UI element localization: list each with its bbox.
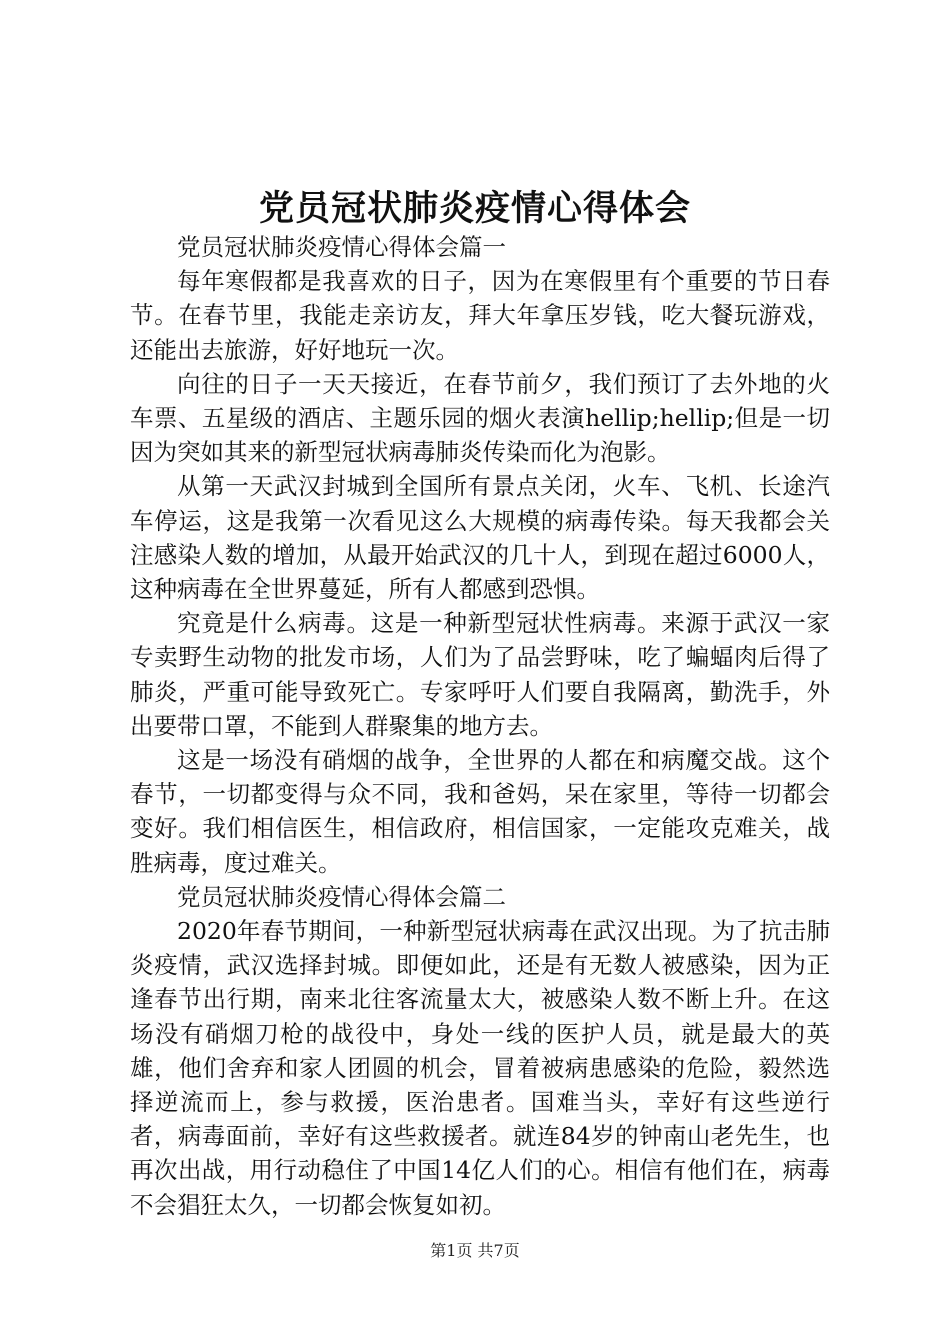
paragraph: 向往的日子一天天接近，在春节前夕，我们预订了去外地的火车票、五星级的酒店、主题乐园的烟火表演hellip;hellip;但是一切因为突如其来的新型冠状病毒肺炎传染而化为泡影。 [130, 369, 830, 467]
paragraph: 每年寒假都是我喜欢的日子，因为在寒假里有个重要的节日春节。在春节里，我能走亲访友，拜大年拿压岁钱，吃大餐玩游戏，还能出去旅游，好好地玩一次。 [130, 267, 830, 364]
page-number-footer: 第1页 共7页 [430, 1241, 520, 1260]
paragraph: 究竟是什么病毒。这是一种新型冠状性病毒。来源于武汉一家专卖野生动物的批发市场，人们为了品尝野味，吃了蝙蝠肉后得了肺炎，严重可能导致死亡。专家呼吁人们要自我隔离，勤洗手，外出要带口罩，不能到人群聚集的地方去。 [130, 609, 830, 740]
paragraph: 2020年春节期间，一种新型冠状病毒在武汉出现。为了抗击肺炎疫情，武汉选择封城。即便如此，还是有无数人被感染，因为正逢春节出行期，南来北往客流量太大，被感染人数不断上升。在这场没有硝烟刀枪的战役中，身处一线的医护人员，就是最大的英雄，他们舍弃和家人团圆的机会，冒着被病患感染的危险，毅然选择逆流而上，参与救援，医治患者。国难当头，幸好有这些逆行者，病毒面前，幸好有这些救援者。就连84岁的钟南山老先生，也再次出战，用行动稳住了中国14亿人们的心。相信有他们在，病毒不会猖狂太久，一切都会恢复如初。 [130, 917, 830, 1219]
document-title: 党员冠状肺炎疫情心得体会 [258, 188, 691, 229]
section-heading-2: 党员冠状肺炎疫情心得体会篇二 [177, 882, 506, 911]
document-body [130, 230, 830, 1222]
paragraph: 这是一场没有硝烟的战争，全世界的人都在和病魔交战。这个春节，一切都变得与众不同，我和爸妈，呆在家里，等待一切都会变好。我们相信医生，相信政府，相信国家，一定能攻克难关，战胜病毒，度过难关。 [130, 746, 830, 877]
paragraph: 从第一天武汉封城到全国所有景点关闭，火车、飞机、长途汽车停运，这是我第一次看见这么大规模的病毒传染。每天我都会关注感染人数的增加，从最开始武汉的几十人，到现在超过6000人，这种病毒在全世界蔓延，所有人都感到恐惧。 [130, 472, 830, 604]
section-heading-1: 党员冠状肺炎疫情心得体会篇一 [177, 233, 506, 261]
